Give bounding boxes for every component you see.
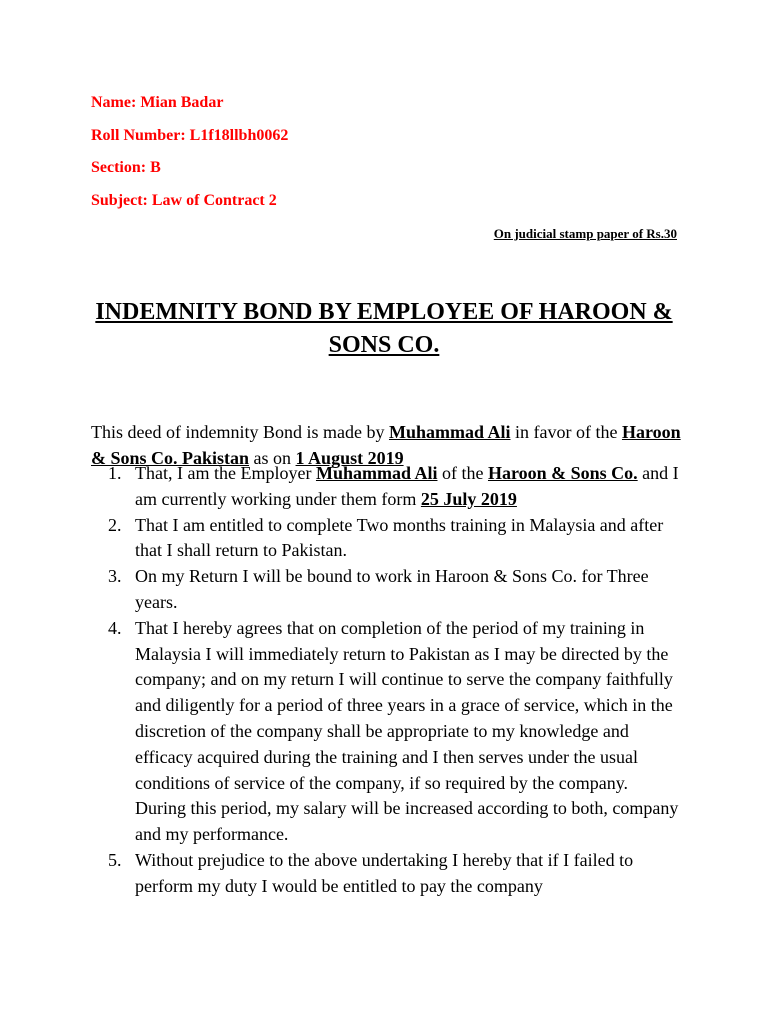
clause-text: That I am entitled to complete Two months training in Malaysia and after that I shall return to Pakistan. bbox=[135, 514, 664, 561]
intro-text-3: as on bbox=[249, 448, 296, 468]
clause-item bbox=[91, 848, 681, 900]
clause-number: 3. bbox=[108, 566, 122, 587]
roll-number: Roll Number: L1f18llbh0062 bbox=[91, 126, 289, 144]
employee-name: Muhammad Ali bbox=[315, 463, 438, 483]
student-info bbox=[91, 92, 288, 223]
clause-item bbox=[91, 461, 681, 513]
intro-text-2: in favor of the bbox=[510, 422, 622, 442]
section: Section: B bbox=[91, 159, 161, 177]
company-name: Haroon & Sons Co. bbox=[487, 463, 638, 483]
student-name: Name: Mian Badar bbox=[91, 94, 224, 111]
intro-text-1: This deed of indemnity Bond is made by bbox=[91, 422, 389, 442]
clause-text: Without prejudice to the above undertaking I hereby that if I failed to perform my duty I would be entitled to pay the company bbox=[135, 849, 634, 896]
clause-text: and I am currently working under them form bbox=[135, 463, 679, 509]
clause-number: 1. bbox=[108, 463, 122, 483]
employee-name: Muhammad Ali bbox=[388, 422, 511, 442]
clause-text: That, I am the Employer bbox=[135, 463, 316, 483]
clause-number: 4. bbox=[108, 617, 122, 638]
clause-number: 5. bbox=[108, 849, 122, 870]
company-name: Haroon & Sons Co. Pakistan bbox=[91, 422, 681, 468]
clause-list bbox=[91, 461, 681, 900]
clause-item bbox=[91, 616, 681, 848]
document-title: INDEMNITY BOND BY EMPLOYEE OF HAROON & SONS CO. bbox=[95, 299, 673, 358]
clause-text: of the bbox=[437, 463, 488, 483]
clause-item bbox=[91, 564, 681, 616]
clause-text: On my Return I will be bound to work in Haroon & Sons Co. for Three years. bbox=[135, 566, 649, 612]
deed-date: 1 August 2019 bbox=[295, 448, 404, 468]
stamp-paper-note: On judicial stamp paper of Rs.30 bbox=[493, 226, 677, 241]
clause-text: That I hereby agrees that on completion of the period of my training in Malaysia I will immediately return to Pakistan as I may be directed by the company; and on my return I will continue to serve the company faithfully and diligently for a period of three years in a grace of service, which in the discretion of the company shall be appropriate to my knowledge and efficacy acquired during the training and I then serves under the usual conditions of service of the company, if so required by the company. During this period, my salary will be increased according to both, company and my performance. bbox=[135, 617, 679, 845]
employment-date: 25 July 2019 bbox=[420, 488, 517, 509]
subject: Subject: Law of Contract 2 bbox=[91, 192, 277, 210]
clause-number: 2. bbox=[108, 514, 122, 535]
clause-item bbox=[91, 513, 681, 565]
